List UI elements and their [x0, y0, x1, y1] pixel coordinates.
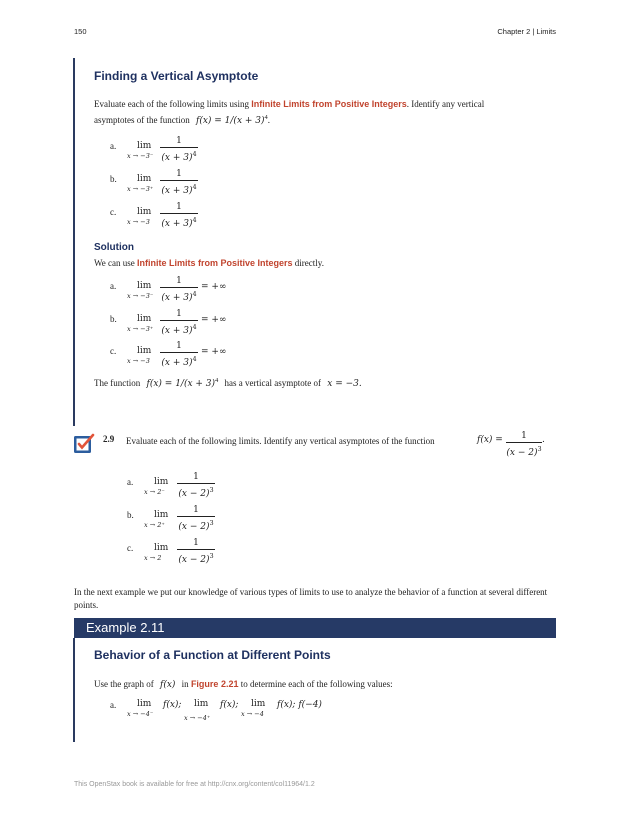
example-intro: Evaluate each of the following limits using Infinite Limits from Positive Integers. Identify any vertical asymptotes of the function $f(x) = 1/(x + 3)^4$. — [94, 99, 485, 126]
limit-fraction — [160, 202, 198, 230]
solution-text-end: directly. — [292, 258, 324, 268]
limit-operator: lim — [194, 699, 209, 709]
theorem-link[interactable]: Infinite Limits from Positive Integers — [251, 99, 407, 109]
limit-subscript: x → 2⁺ — [144, 521, 165, 529]
fraction-numerator: 1 — [176, 309, 182, 319]
item-label: c. — [110, 346, 117, 356]
conclusion-text: The function — [94, 378, 141, 388]
limit-fraction — [160, 136, 198, 164]
intro-text-end: . Identify any vertical — [406, 99, 485, 109]
transition-paragraph: In the next example we put our knowledge of various types of limits to use to analyze the behavior of a function at several different points. — [74, 587, 548, 610]
limit-operator: lim — [154, 543, 169, 553]
limit-expression: f(x); f(−4) — [277, 700, 322, 710]
denominator-text: (x + 3) — [161, 358, 193, 368]
item-label: a. — [127, 477, 134, 487]
fraction-denominator — [160, 214, 198, 230]
denominator-exponent: 3 — [537, 445, 542, 453]
fraction-denominator — [177, 517, 215, 533]
solution-text: We can use — [94, 258, 138, 268]
limit-result: = +∞ — [201, 347, 227, 357]
denominator-text: (x − 2) — [178, 555, 210, 565]
limit-subscript: x → −4⁻ — [127, 710, 154, 718]
figure-link[interactable]: Figure 2.21 — [190, 679, 239, 689]
solution-heading: Solution — [94, 242, 134, 253]
running-header: Chapter 2 | Limits — [497, 27, 556, 36]
function-expression: f(x) = 1/(x + 3) — [195, 116, 265, 126]
conclusion — [94, 374, 362, 391]
limit-result: = +∞ — [201, 315, 227, 325]
checkpoint-number: 2.9 — [103, 434, 115, 444]
limit-operator: lim — [137, 141, 152, 151]
limit-operator: lim — [154, 510, 169, 520]
denominator-text: (x − 2) — [178, 489, 210, 499]
denominator-text: (x + 3) — [161, 153, 193, 163]
fraction-denominator — [160, 181, 198, 197]
item-label: b. — [127, 510, 134, 520]
denominator-text: (x + 3) — [161, 219, 193, 229]
limit-expression: f(x); — [163, 700, 182, 710]
page-number: 150 — [74, 27, 87, 36]
denominator-exponent: 4 — [192, 323, 197, 331]
limit-operator: lim — [251, 699, 266, 709]
example-2-intro — [94, 678, 393, 692]
limit-operator: lim — [154, 477, 169, 487]
checkpoint-text: Evaluate each of the following limits. Identify any vertical asymptotes of the function — [126, 436, 435, 446]
item-label: c. — [127, 543, 134, 553]
fraction-denominator — [177, 550, 215, 566]
fraction-numerator: 1 — [176, 169, 182, 179]
limit-subscript: x → −3⁺ — [127, 185, 154, 193]
denominator-text: (x − 2) — [506, 448, 538, 458]
example-banner-label: Example 2.11 — [86, 620, 165, 635]
solution-theorem-link[interactable]: Infinite Limits from Positive Integers — [137, 258, 293, 268]
limit-subscript: x → −3⁻ — [127, 292, 154, 300]
limit-fraction — [160, 341, 198, 369]
limit-subscript: x → −3 — [127, 357, 150, 365]
example-banner — [74, 618, 556, 638]
limit-fraction — [160, 309, 198, 337]
denominator-exponent: 4 — [192, 216, 197, 224]
limit-result: = +∞ — [201, 282, 227, 292]
conclusion-function: f(x) = 1/(x + 3) — [146, 379, 216, 389]
denominator-exponent: 3 — [209, 486, 214, 494]
denominator-text: (x − 2) — [178, 522, 210, 532]
fraction-denominator — [160, 321, 198, 337]
solution-intro — [94, 257, 324, 270]
checkpoint-function-lhs: f(x) = — [477, 435, 503, 445]
denominator-text: (x + 3) — [161, 186, 193, 196]
example-title-2: Behavior of a Function at Different Points — [94, 648, 331, 662]
denominator-exponent: 4 — [192, 290, 197, 298]
intro-text: Evaluate each of the following limits using — [94, 99, 252, 109]
fraction-numerator: 1 — [176, 341, 182, 351]
denominator-text: (x + 3) — [161, 326, 193, 336]
limit-fraction — [160, 169, 198, 197]
example-sidebar-rule-2 — [73, 638, 75, 742]
denominator-text: (x + 3) — [161, 293, 193, 303]
fraction-numerator: 1 — [193, 538, 199, 548]
item-label: a. — [110, 281, 117, 291]
limit-fraction — [160, 276, 198, 304]
limit-subscript: x → −3⁻ — [127, 152, 154, 160]
limit-expression: f(x); — [220, 700, 239, 710]
limit-subscript: x → −4 — [241, 710, 264, 718]
limit-operator: lim — [137, 174, 152, 184]
limit-operator: lim — [137, 281, 152, 291]
fraction-denominator — [506, 443, 542, 459]
intro2-text-end: to determine each of the following values: — [240, 679, 393, 689]
fraction-denominator — [160, 353, 198, 369]
footer: This OpenStax book is available for free at http://cnx.org/content/col11964/1.2 — [74, 781, 315, 788]
fraction-numerator: 1 — [176, 202, 182, 212]
limit-operator: lim — [137, 699, 152, 709]
checkpoint-icon — [73, 433, 95, 455]
limit-subscript: x → −3⁺ — [127, 325, 154, 333]
denominator-exponent: 3 — [209, 552, 214, 560]
intro2-function: f(x) — [159, 680, 176, 690]
fraction-denominator — [160, 288, 198, 304]
limit-fraction — [177, 538, 215, 566]
denominator-exponent: 4 — [192, 150, 197, 158]
item-label: a. — [110, 700, 117, 710]
denominator-exponent: 4 — [192, 183, 197, 191]
checkpoint-function-fraction — [506, 431, 542, 459]
intro-text-line2: asymptotes of the function — [94, 115, 190, 125]
fraction-numerator: 1 — [521, 431, 527, 441]
fraction-numerator: 1 — [193, 505, 199, 515]
fraction-numerator: 1 — [193, 472, 199, 482]
intro2-in: in — [181, 679, 189, 689]
limit-subscript: x → −3 — [127, 218, 150, 226]
function-exponent: 4 — [264, 114, 268, 121]
item-label: b. — [110, 174, 117, 184]
limit-subscript: x → 2 — [144, 554, 162, 562]
denominator-exponent: 4 — [192, 355, 197, 363]
example-sidebar-rule — [73, 58, 75, 426]
fraction-denominator — [177, 484, 215, 500]
limit-operator: lim — [137, 346, 152, 356]
example-title: Finding a Vertical Asymptote — [94, 69, 259, 83]
item-label: b. — [110, 314, 117, 324]
limit-operator: lim — [137, 314, 152, 324]
conclusion-text-mid: has a vertical asymptote of — [224, 378, 322, 388]
limit-fraction — [177, 472, 215, 500]
limit-subscript: x → 2⁻ — [144, 488, 165, 496]
conclusion-exponent: 4 — [215, 377, 219, 384]
fraction-numerator: 1 — [176, 276, 182, 286]
period: . — [542, 435, 545, 445]
fraction-numerator: 1 — [176, 136, 182, 146]
item-label: c. — [110, 207, 117, 217]
limit-subscript: x → −4⁺ — [184, 714, 211, 722]
item-label: a. — [110, 141, 117, 151]
limit-operator: lim — [137, 207, 152, 217]
limit-fraction — [177, 505, 215, 533]
fraction-denominator — [160, 148, 198, 164]
intro2-text: Use the graph of — [94, 679, 154, 689]
denominator-exponent: 3 — [209, 519, 214, 527]
asymptote-value: x = −3. — [327, 379, 362, 389]
